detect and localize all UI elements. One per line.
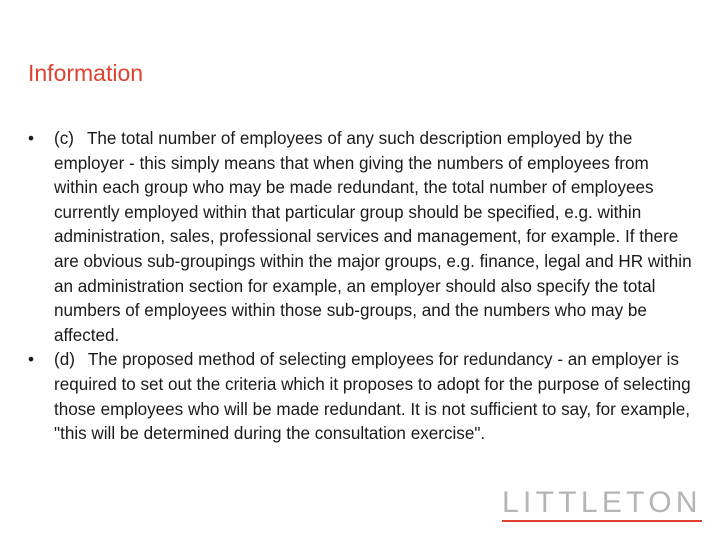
item-label: (d): [54, 350, 75, 370]
bullet-icon: •: [28, 129, 34, 148]
list-item: [28, 127, 694, 348]
page-title: Information: [28, 60, 144, 86]
bullet-icon: •: [28, 350, 34, 370]
list-item: [28, 348, 694, 446]
item-label: (c): [54, 129, 74, 148]
item-text: The total number of employees of any such description employed by the employer - this simply means that when giving the numbers of employees from within each group who may be made redundant, the total number of employees currently employed within that particular group should be specified, e.g. within administration, sales, professional services and management, for example. If there are obvious sub-groupings within the major groups, e.g. finance, legal and HR within an administration section for example, an employer should also specify the total numbers of employees within those sub-groups, and the numbers who may be affected.: [54, 129, 692, 345]
item-text: The proposed method of selecting employees for redundancy - an employer is required to set out the criteria which it proposes to adopt for the purpose of selecting those employees who will be made redundant. It is not sufficient to say, for example, "this will be determined during the consultation exercise".: [54, 350, 691, 444]
logo-text: LITTLETON: [502, 486, 702, 519]
logo: [502, 486, 702, 522]
logo-underline: [502, 520, 702, 522]
bullet-list: [28, 127, 694, 447]
